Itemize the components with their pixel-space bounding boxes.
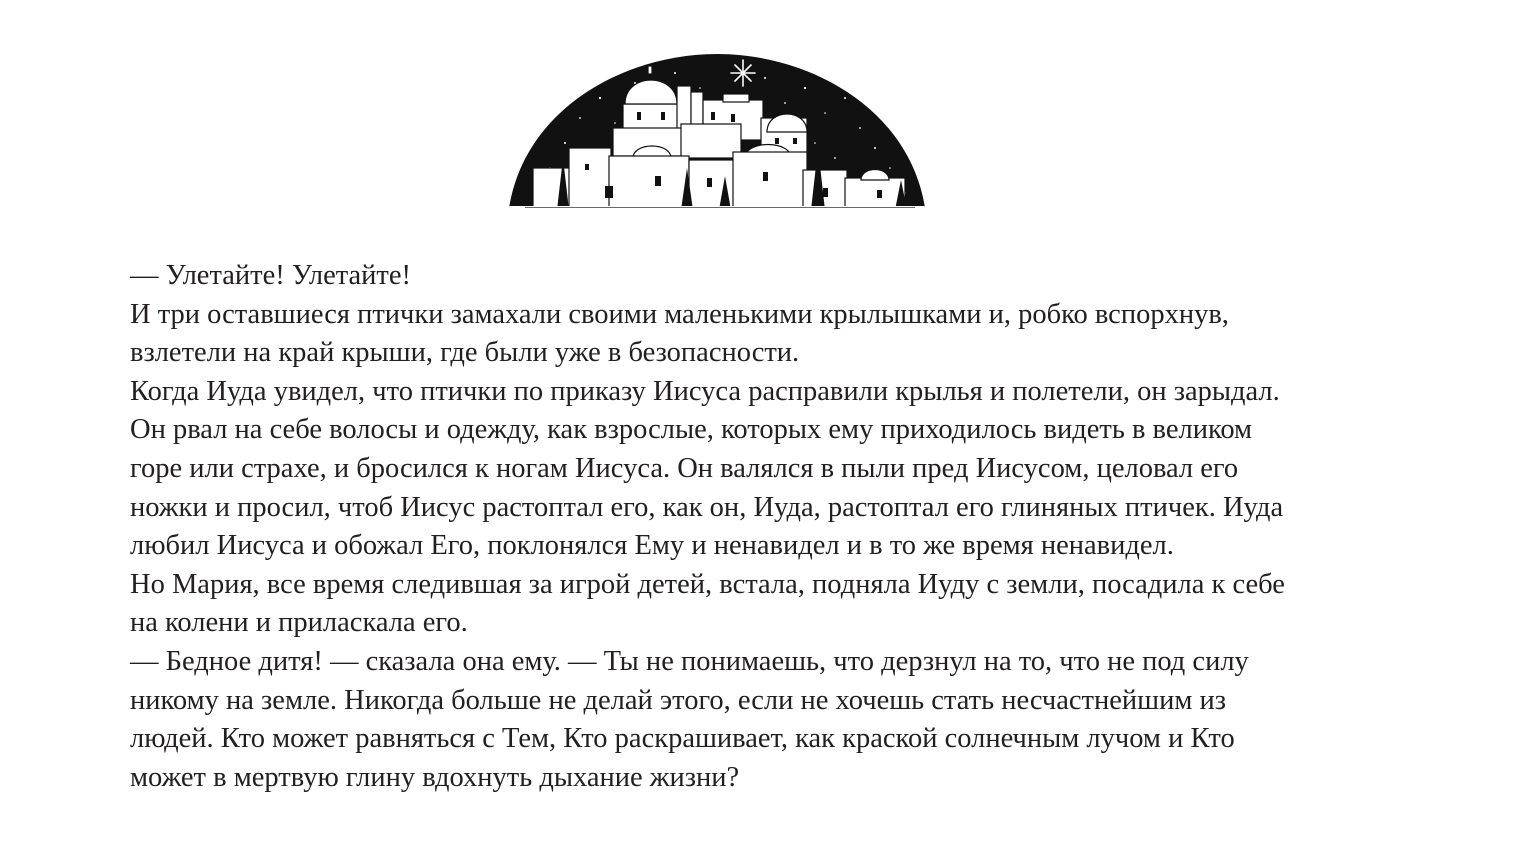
text-line: — Бедное дитя! — сказала она ему. — Ты не понимаешь, что дерзнул на то, что не под силу — [130, 645, 1249, 677]
story-text — [130, 257, 1460, 797]
text-line: И три оставшиеся птички замахали своими маленькими крылышками и, робко вспорхнув, — [130, 298, 1229, 330]
night-city-illustration — [505, 48, 929, 218]
text-line: на колени и приласкала его. — [130, 607, 468, 639]
text-line: любил Иисуса и обожал Его, поклонялся Ему и ненавидел и в то же время ненавидел. — [130, 530, 1174, 562]
text-line: никому на земле. Никогда больше не делай этого, если не хочешь стать несчастнейшим из — [130, 684, 1227, 716]
text-line: Он рвал на себе волосы и одежду, как взрослые, которых ему приходилось видеть в великом — [130, 414, 1253, 446]
text-line: Когда Иуда увидел, что птички по приказу Иисуса расправили крылья и полетели, он зарыдал. — [130, 375, 1280, 407]
text-line: горе или страхе, и бросился к ногам Иисуса. Он валялся в пыли пред Иисусом, целовал его — [130, 452, 1239, 484]
text-line: людей. Кто может равняться с Тем, Кто раскрашивает, как краской солнечным лучом и Кто — [130, 723, 1235, 755]
text-line: взлетели на край крыши, где были уже в безопасности. — [130, 337, 800, 369]
text-line: — Улетайте! Улетайте! — [130, 260, 412, 291]
text-line: ножки и просил, чтоб Иисус растоптал его, как он, Иуда, растоптал его глиняных птичек. Иуда — [130, 491, 1284, 523]
text-line: Но Мария, все время следившая за игрой детей, встала, подняла Иуду с земли, посадила к себе — [130, 568, 1285, 600]
text-line: может в мертвую глину вдохнуть дыхание жизни? — [130, 761, 740, 793]
